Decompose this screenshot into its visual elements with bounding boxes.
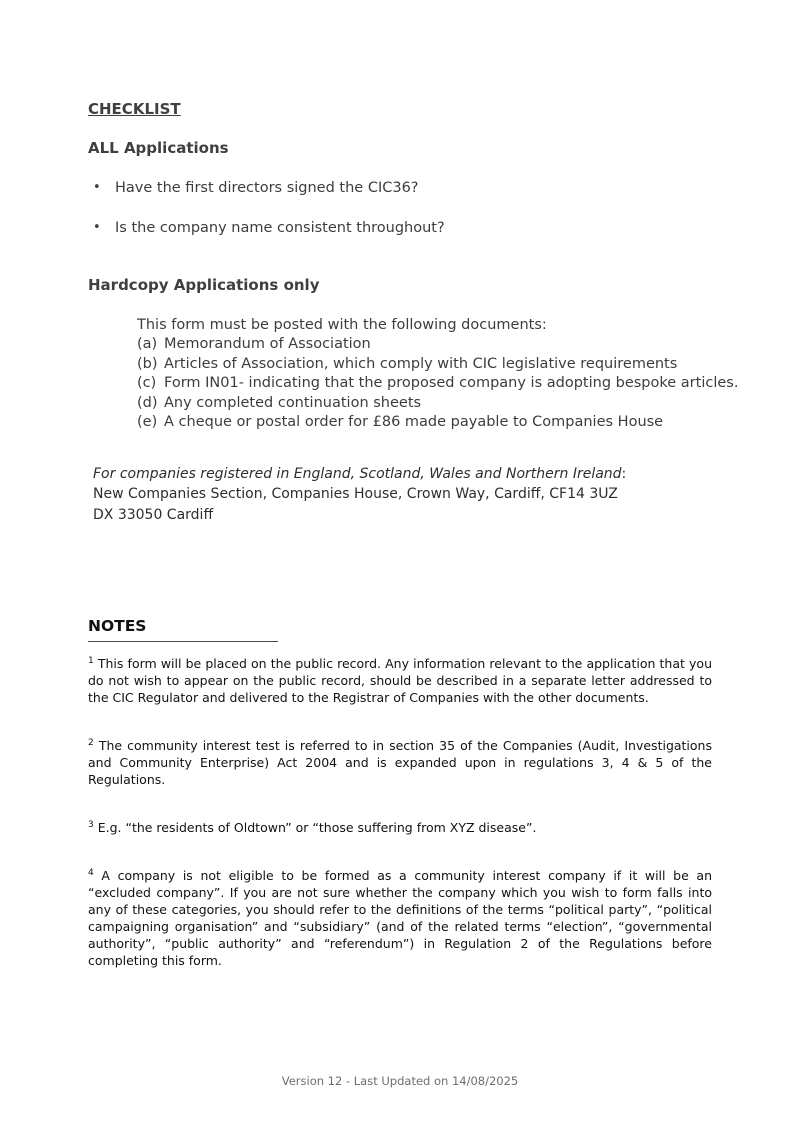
footnote-1 [88,655,712,706]
footnote-1-text: This form will be placed on the public record. Any information relevant to the application that you do not wish to appear on the public record, should be described in a separate letter addressed to the CIC Regulator and delivered to the Registrar of Companies with the other documents. [88,656,713,705]
footnote-2-number: 2 [88,737,94,748]
version-footer: Version 12 - Last Updated on 14/08/2025 [281,1074,519,1088]
footnote-3-number: 3 [88,819,94,830]
postal-address-intro-colon: : [621,465,627,482]
document-item-d-label: (d) [137,394,158,411]
footnote-4-text: A company is not eligible to be formed as a community interest company if it will be an “excluded company”. If you are not sure whether the company which you wish to form falls into any of these categories, you should refer to the definitions of the terms “political party”, “political campaigning organisation” and “subsidiary” (and of the related terms “election”, “governmental authority”, “public authority” and “referendum”) in Regulation 2 of the Regulations before completing this form. [88,868,712,968]
footnote-2 [88,737,712,788]
hardcopy-applications-heading: Hardcopy Applications only [88,276,320,294]
document-item-e-text: A cheque or postal order for £86 made payable to Companies House [164,414,664,430]
postal-address-line-3: DX 33050 Cardiff [93,506,214,523]
footnote-4-number: 4 [88,867,94,878]
document-item-b-text: Articles of Association, which comply with CIC legislative requirements [164,355,678,372]
notes-heading: NOTES [88,617,147,635]
footnote-separator-line [88,641,278,642]
bullet-icon [93,218,115,238]
checklist-item-2-text: Is the company name consistent throughout? [115,220,445,236]
document-item-a-label: (a) [137,336,158,352]
document-item-a [137,335,712,355]
document-item-c-text: Form IN01- indicating that the proposed company is adopting bespoke articles. [164,375,739,391]
footnote-3-text: E.g. “the residents of Oldtown” or “those suffering from XYZ disease”. [97,820,537,835]
postal-address-intro: For companies registered in England, Scotland, Wales and Northern Ireland [93,465,622,482]
document-item-a-text: Memorandum of Association [164,336,371,352]
document-item-b-label: (b) [137,355,158,372]
checklist-title: CHECKLIST [88,100,181,118]
footnote-1-number: 1 [88,655,94,666]
document-item-c-label: (c) [137,375,157,391]
required-documents-list [137,335,739,433]
checklist-item-2 [88,218,712,238]
document-item-c [137,374,739,394]
document-item-d-text: Any completed continuation sheets [164,394,422,411]
checklist-item-1 [88,178,712,198]
all-applications-heading: ALL Applications [88,139,229,157]
footnote-4 [88,867,712,969]
footnote-3 [88,819,712,836]
bullet-icon [93,178,115,198]
checklist-item-1-text: Have the first directors signed the CIC36? [115,180,419,196]
postal-address-line-2: New Companies Section, Companies House, Crown Way, Cardiff, CF14 3UZ [93,486,618,502]
postal-address-intro-line [93,464,712,485]
document-item-e-label: (e) [137,414,158,430]
document-item-e [137,413,712,433]
document-item-b [137,355,712,375]
postal-address-block [88,464,712,526]
document-item-d [137,394,712,414]
hardcopy-intro: This form must be posted with the following documents: [137,317,547,333]
footnote-2-text: The community interest test is referred to in section 35 of the Companies (Audit, Investigations and Community Enterprise) Act 2004 and is expanded upon in regulations 3, 4 & 5 of the Regulations. [88,738,712,787]
